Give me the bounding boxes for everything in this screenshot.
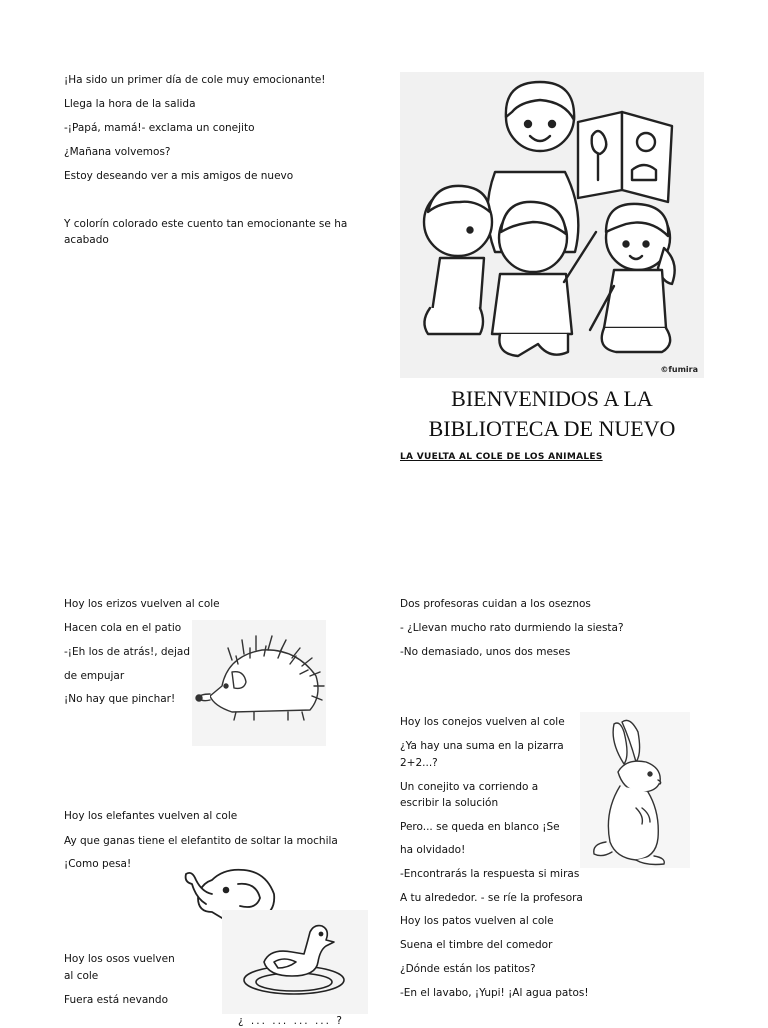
rabbit-line: Hoy los conejos vuelven al cole xyxy=(400,716,565,728)
bear-line: al cole xyxy=(64,970,99,982)
title-line-1: BIENVENIDOS A LA xyxy=(451,386,653,411)
rabbit-illustration xyxy=(580,712,690,868)
rabbit-line: -Encontrarás la respuesta si miras xyxy=(400,868,580,880)
title-line-2: BIBLIOTECA DE NUEVO xyxy=(428,416,676,441)
rabbit-line: 2+2...? xyxy=(400,757,438,769)
hedgehog-line: Hacen cola en el patio xyxy=(64,622,182,634)
hedgehog-line: -¡Eh los de atrás!, dejad xyxy=(64,646,191,658)
duck-line: -En el lavabo, ¡Yupi! ¡Al agua patos! xyxy=(400,987,589,999)
rabbit-line: ha olvidado! xyxy=(400,844,466,856)
rabbit-line: ¿Ya hay una suma en la pizarra xyxy=(400,740,564,752)
rabbit-line: Un conejito va corriendo a xyxy=(400,781,539,793)
cut-off-line: ¿ ... ... ... ... ? xyxy=(238,1015,344,1027)
page-title xyxy=(400,384,704,444)
bear-line: Hoy los osos vuelven xyxy=(64,953,175,965)
duck-line: Suena el timbre del comedor xyxy=(400,939,553,951)
story-ending: Y colorín colorado este cuento tan emocionante se ha acabado xyxy=(64,218,348,246)
elephant-line: Ay que ganas tiene el elefantito de soltar la mochila xyxy=(64,835,338,847)
rabbit-line: A tu alrededor. - se ríe la profesora xyxy=(400,892,583,904)
duck-line: Hoy los patos vuelven al cole xyxy=(400,915,554,927)
elephant-line: Hoy los elefantes vuelven al cole xyxy=(64,810,238,822)
book-subtitle: LA VUELTA AL COLE DE LOS ANIMALES xyxy=(400,452,603,462)
story-line: ¡Ha sido un primer día de cole muy emocionante! xyxy=(64,74,326,86)
rabbit-line: Pero... se queda en blanco ¡Se xyxy=(400,821,560,833)
story-line: Llega la hora de la salida xyxy=(64,98,196,110)
bear-cub-line: -No demasiado, unos dos meses xyxy=(400,646,571,658)
story-line: -¡Papá, mamá!- exclama un conejito xyxy=(64,122,255,134)
rabbit-line: escribir la solución xyxy=(400,797,499,809)
duck-line: ¿Dónde están los patitos? xyxy=(400,963,536,975)
hedgehog-line: de empujar xyxy=(64,670,125,682)
elephant-line: ¡Como pesa! xyxy=(64,858,132,870)
story-line: ¿Mañana volvemos? xyxy=(64,146,171,158)
hedgehog-line: ¡No hay que pinchar! xyxy=(64,693,176,705)
bear-line: Fuera está nevando xyxy=(64,994,168,1006)
bear-cub-line: - ¿Llevan mucho rato durmiendo la siesta? xyxy=(400,622,624,634)
hedgehog-illustration xyxy=(192,620,326,746)
story-line: Estoy deseando ver a mis amigos de nuevo xyxy=(64,170,294,182)
duck-illustration xyxy=(222,910,368,1014)
bear-cub-line: Dos profesoras cuidan a los oseznos xyxy=(400,598,591,610)
children-reading-illustration xyxy=(400,72,704,378)
hedgehog-line: Hoy los erizos vuelven al cole xyxy=(64,598,220,610)
image-credit: ©fumira xyxy=(660,365,698,374)
